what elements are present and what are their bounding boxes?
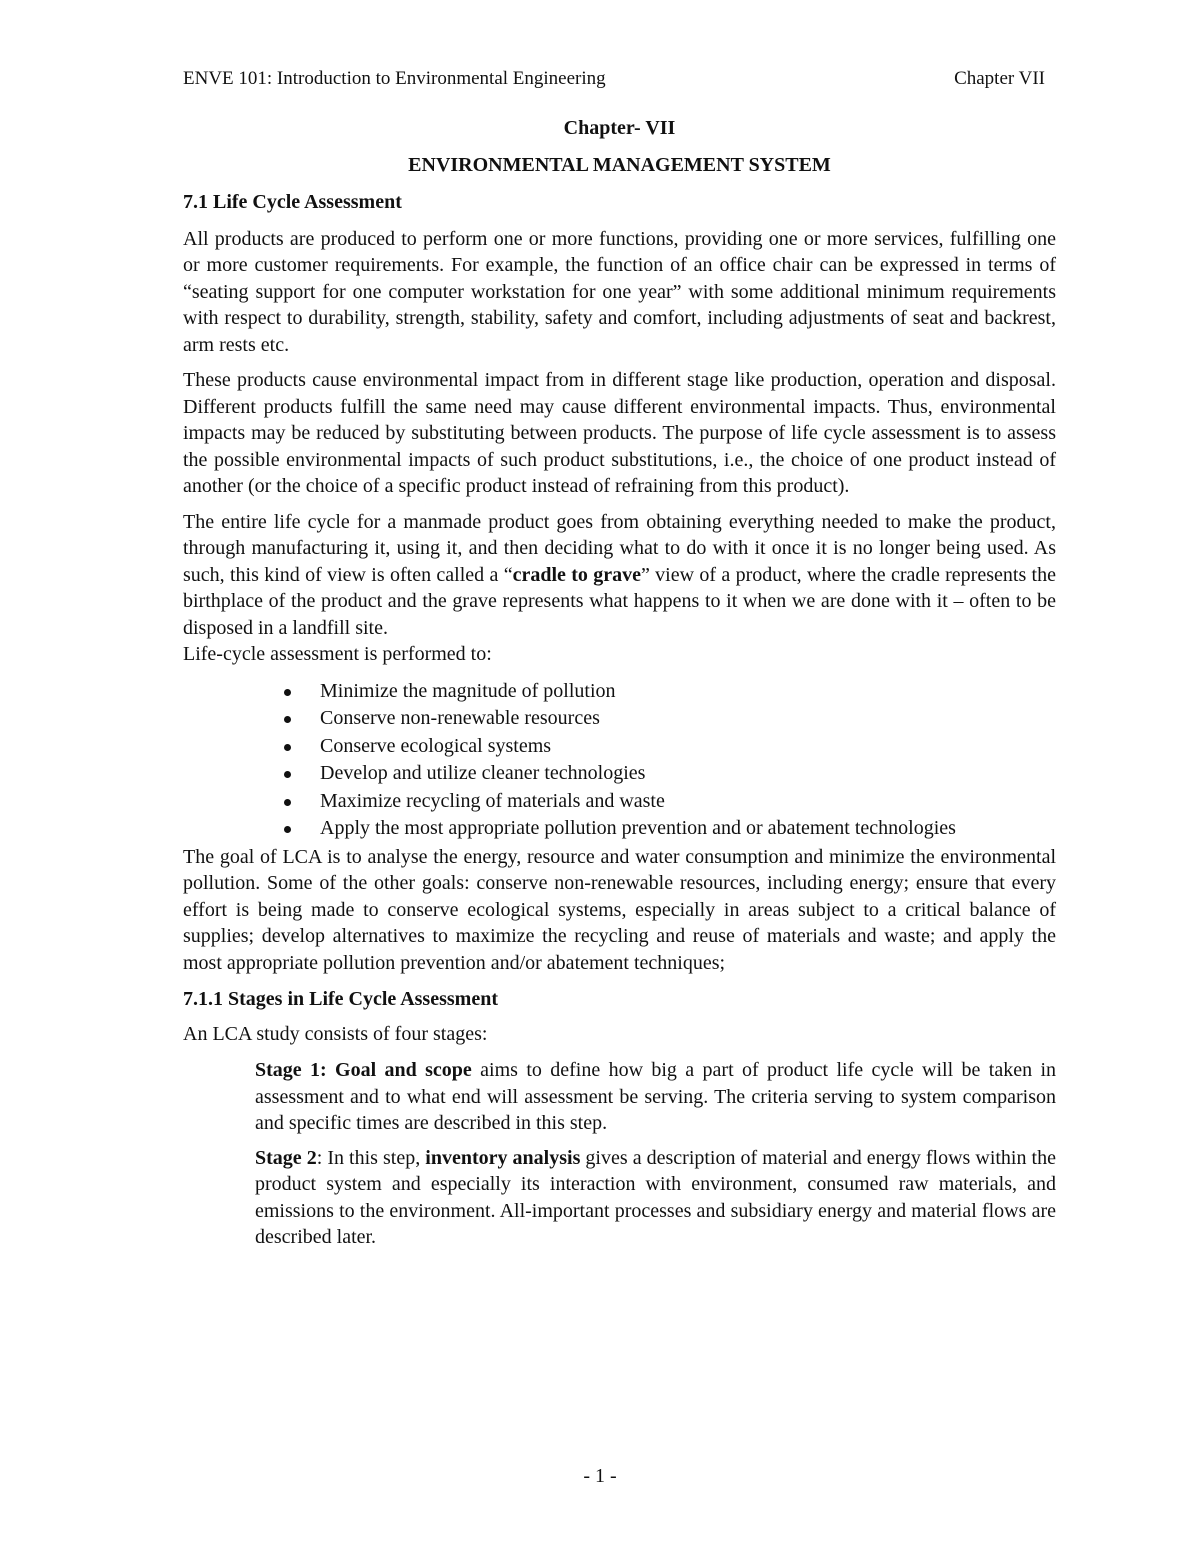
list-item: Apply the most appropriate pollution prevention and or abatement technologies [320, 814, 1056, 842]
section-heading-7-1-1: 7.1.1 Stages in Life Cycle Assessment [183, 988, 498, 1010]
header-course-title: ENVE 101: Introduction to Environmental Engineering [183, 68, 606, 89]
paragraph-lca-performed-to: Life-cycle assessment is performed to: [183, 643, 492, 665]
stage-2-paragraph [255, 1145, 1056, 1251]
bullet-icon [284, 716, 291, 723]
list-item: Develop and utilize cleaner technologies [320, 759, 1056, 787]
paragraph-environmental-impact: These products cause environmental impact from in different stage like production, operation and disposal. Different products fulfill the same need may cause different environmental impacts. Thus, environmental impacts may be reduced by substituting between products. The purpose of life cycle assessment is to assess the possible environmental impacts of such product substitutions, i.e., the choice of one product instead of another (or the choice of a specific product instead of refraining from this product). [183, 369, 1056, 497]
list-item: Conserve non-renewable resources [320, 704, 1056, 732]
bullet-icon [284, 771, 291, 778]
page-title: ENVIRONMENTAL MANAGEMENT SYSTEM [408, 153, 831, 176]
stage-2-label: Stage 2 [255, 1146, 317, 1169]
bullet-icon [284, 744, 291, 751]
paragraph-cradle-to-grave [183, 509, 1056, 642]
bullet-icon [284, 826, 291, 833]
bullet-icon [284, 799, 291, 806]
stage-1-label: Stage 1: Goal and scope [255, 1059, 472, 1081]
stage-1-text: aims to define how big a part of product life cycle will be taken in assessment and to what end will assessment be serving. The criteria serving to system comparison and specific times are described in this step. [255, 1059, 1056, 1134]
cradle-text-before: The entire life cycle for a manmade product goes from obtaining everything needed to make the product, through manufacturing it, using it, and then deciding what to do with it once it is no longer being used. As such, this kind of view is often called a “ [183, 510, 1056, 586]
list-item: Minimize the magnitude of pollution [320, 677, 1056, 705]
stage-2-text: gives a description of material and energy flows within the product system and especially its interaction with environment, consumed raw materials, and emissions to the environment. All-important processes and subsidiary energy and material flows are described later. [255, 1146, 1056, 1248]
list-item: Conserve ecological systems [320, 732, 1056, 760]
cradle-text-after: ” view of a product, where the cradle represents the birthplace of the product and the grave represents what happens to it when we are done with it – often to be disposed in a landfill site. [183, 563, 1056, 639]
section-heading-7-1: 7.1 Life Cycle Assessment [183, 191, 402, 213]
page-body [183, 113, 1056, 1251]
header-chapter: Chapter VII [954, 68, 1045, 89]
stage-1-paragraph [255, 1057, 1056, 1137]
chapter-label: Chapter- VII [563, 117, 676, 139]
lca-purposes-list [183, 677, 1056, 842]
inventory-analysis-term: inventory analysis [425, 1146, 581, 1169]
cradle-to-grave-term: cradle to grave [512, 563, 641, 586]
paragraph-products-functions: All products are produced to perform one or more functions, providing one or more services, fulfilling one or more customer requirements. For example, the function of an office chair can be expressed in terms of “seating support for one computer workstation for one year” with some additional minimum requirements with respect to durability, strength, stability, safety and comfort, including adjustments of seat and backrest, arm rests etc. [183, 227, 1056, 356]
paragraph-lca-goal: The goal of LCA is to analyse the energy, resource and water consumption and minimize the environmental pollution. Some of the other goals: conserve non-renewable resources, including energy; ensure that every effort is being made to conserve ecological systems, especially in areas subject to a critical balance of supplies; develop alternatives to maximize the recycling and reuse of materials and waste; and apply the most appropriate pollution prevention and/or abatement techniques; [183, 845, 1056, 974]
running-header [183, 64, 1045, 94]
paragraph-stages-intro: An LCA study consists of four stages: [183, 1022, 488, 1045]
stage-2-mid: : In this step, [316, 1146, 426, 1169]
list-item: Maximize recycling of materials and waste [320, 787, 1056, 815]
page-number: - 1 - [583, 1465, 617, 1487]
bullet-icon [284, 689, 291, 696]
